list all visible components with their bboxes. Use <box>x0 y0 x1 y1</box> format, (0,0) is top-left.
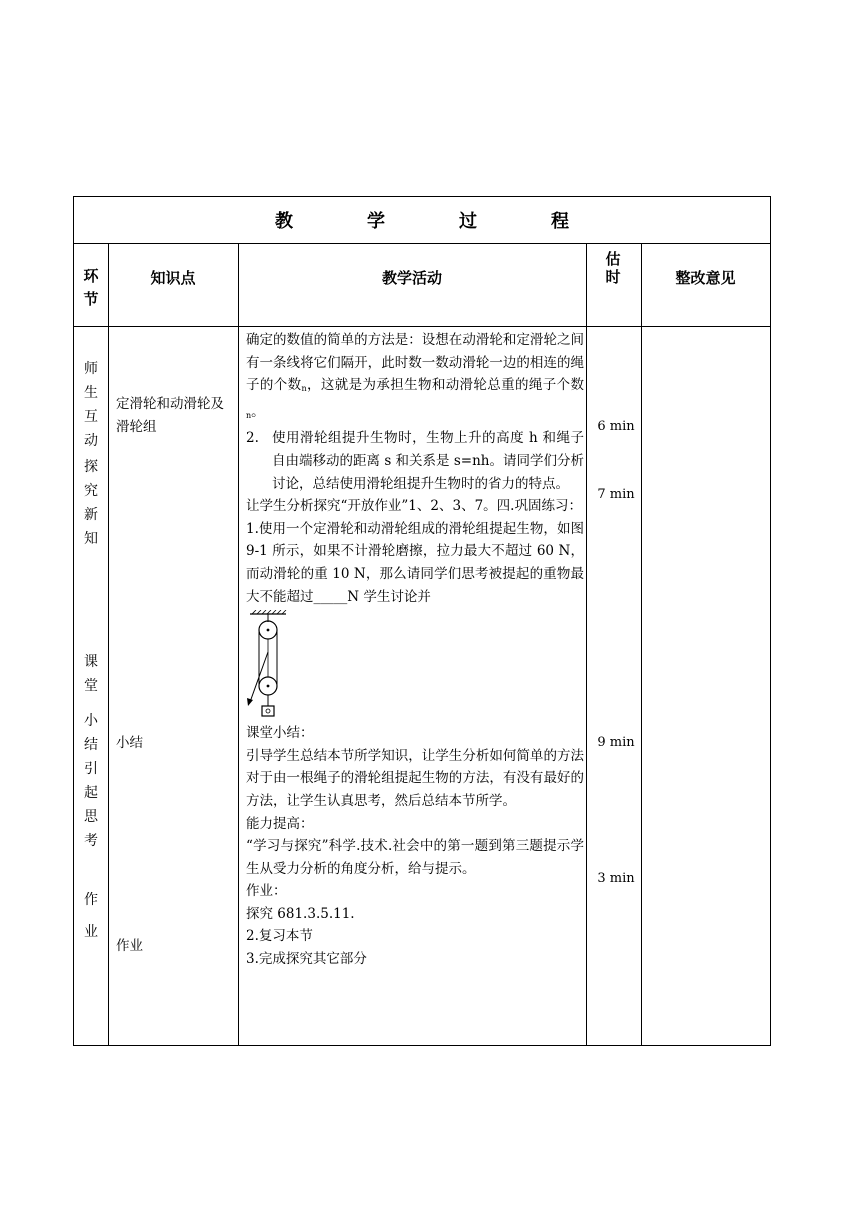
stage-homework: 作业 <box>84 892 98 940</box>
header-activity: 教学活动 <box>381 269 442 287</box>
time-2: 7 min <box>597 487 635 502</box>
activity-summary-text: 引导学生总结本节所学知识，让学生分析如何简单的方法对于由一根绳子的滑轮组提起生物的方法，有没有最好的方法，让学生认真思考，然后总结本节所学。 <box>246 747 584 809</box>
col-divider <box>238 243 239 1045</box>
activity-summary-heading: 课堂小结： <box>246 725 314 742</box>
activity-homework-2: 2.复习本节 <box>246 928 313 945</box>
stage-classroom: 课堂 <box>84 654 98 694</box>
header-knowledge: 知识点 <box>150 269 196 287</box>
activity-item-2: 2. 使用滑轮组提升生物时，生物上升的高度 h 和绳子自由端移动的距离 s 和关系是 s=nh。请同学们分析讨论，总结使用滑轮组提升生物时的省力的特点。 <box>246 430 584 492</box>
header-stage: 环节 <box>83 267 99 308</box>
knowledge-pulleys: 定滑轮和动滑轮及滑轮组 <box>116 396 224 435</box>
stage-interaction: 师生互动 <box>84 361 98 449</box>
time-1: 6 min <box>597 419 635 434</box>
header-time: 估时 <box>605 250 621 286</box>
activity-para-1: 确定的数值的简单的方法是：设想在动滑轮和定滑轮之间有一条线将它们隔开，此时数一数动滑轮一边的相连的绳子的个数$_n$，这就是为承担生物和动滑轮总重的绳子个数$_n$。 <box>246 332 585 420</box>
stage-summary: 小结引起思考 <box>84 713 98 849</box>
activity-para-3: 让学生分析探究“开放作业”1、2、3、7。四.巩固练习： <box>246 498 582 515</box>
col-divider <box>108 243 109 1045</box>
activity-homework-heading: 作业： <box>246 883 287 900</box>
knowledge-homework: 作业 <box>116 938 143 954</box>
knowledge-summary: 小结 <box>116 735 143 751</box>
activity-homework-3: 3.完成探究其它部分 <box>246 951 367 968</box>
time-3: 9 min <box>597 735 635 750</box>
lesson-table <box>73 196 771 1046</box>
table-title: 教 学 过 程 <box>275 211 597 232</box>
col-divider <box>586 243 587 1045</box>
activity-ability-text: “学习与探究”科学.技术.社会中的第一题到第三题提示学生从受力分析的角度分析，给与提示。 <box>246 838 584 877</box>
header-revision: 整改意见 <box>675 269 736 287</box>
header-divider <box>74 326 770 327</box>
activity-exercise-1: 1.使用一个定滑轮和动滑轮组成的滑轮组提起生物，如图 9-1 所示，如果不计滑轮磨擦，拉力最大不超过 60 N，而动滑轮的重 10 N，那么请同学们思考被提起的重物最大不能超过_____N 学生讨论并 <box>246 520 584 605</box>
stage-explore: 探究新知 <box>84 459 98 547</box>
activity-ability-heading: 能力提高： <box>246 815 314 832</box>
activity-homework-1: 探究 681.3.5.11. <box>246 905 355 922</box>
pulley-diagram <box>246 610 306 722</box>
activity-content <box>246 329 584 971</box>
time-4: 3 min <box>597 871 635 886</box>
col-divider <box>641 243 642 1045</box>
title-divider <box>74 243 770 244</box>
